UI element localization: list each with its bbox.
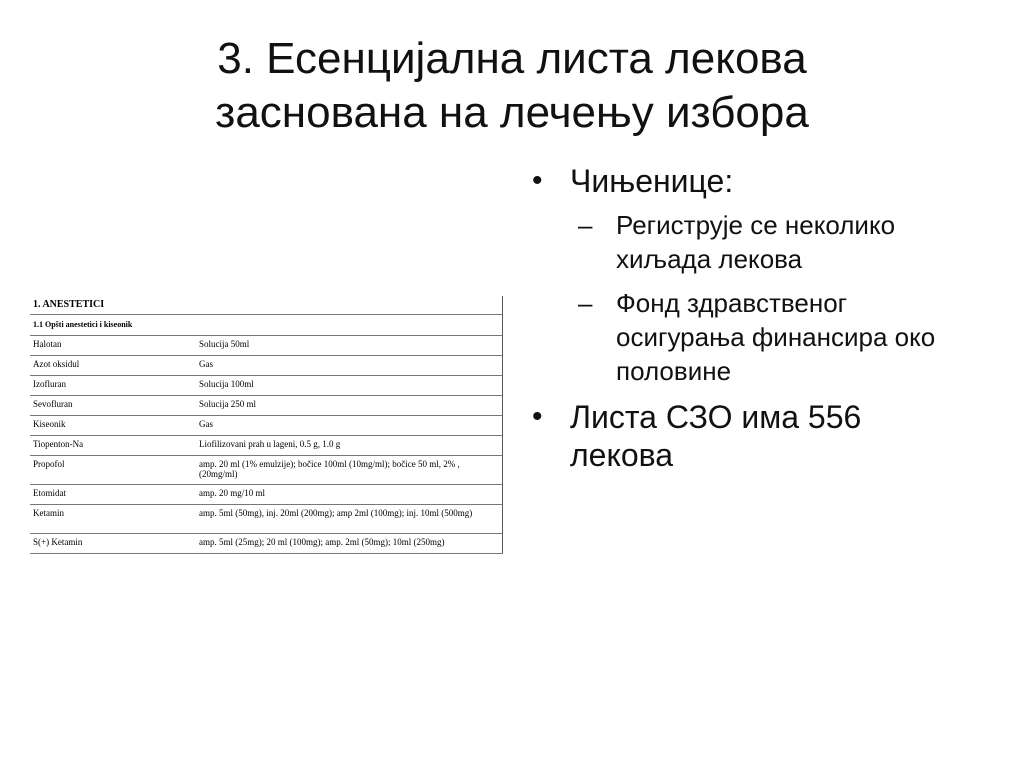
bullet-text: Чињенице:	[570, 163, 734, 199]
drug-form: Gas	[196, 416, 503, 436]
table-subsection-row	[30, 315, 503, 336]
drug-name: Ketamin	[30, 505, 196, 534]
table-row	[30, 396, 503, 416]
drug-form: Solucija 50ml	[196, 336, 503, 356]
table-row	[30, 456, 503, 485]
drug-name: Tiopenton-Na	[30, 436, 196, 456]
anesthetics-table	[30, 296, 503, 554]
drug-name: Propofol	[30, 456, 196, 485]
drug-name: Etomidat	[30, 485, 196, 505]
title-line-2: заснована на лечењу избора	[215, 88, 809, 137]
drug-form: Gas	[196, 356, 503, 376]
bullet-item-facts	[532, 162, 972, 200]
sub-bullet-text: Региструје се неколико хиљада лекова	[616, 210, 896, 274]
table-row	[30, 485, 503, 505]
table-subsection-heading: 1.1 Opšti anestetici i kiseonik	[30, 315, 503, 336]
drug-name: S(+) Ketamin	[30, 534, 196, 554]
dash-marker: –	[578, 210, 593, 240]
table-row	[30, 376, 503, 396]
bullet-marker: •	[532, 400, 543, 433]
table-row	[30, 505, 503, 534]
drug-name: Kiseonik	[30, 416, 196, 436]
drug-form: amp. 5ml (50mg), inj. 20ml (200mg); amp 2ml (100mg); inj. 10ml (500mg)	[196, 505, 503, 534]
table-row	[30, 356, 503, 376]
table-row	[30, 534, 503, 554]
drug-name: Sevofluran	[30, 396, 196, 416]
table-row	[30, 336, 503, 356]
title-line-1: 3. Есенцијална листа лекова	[217, 34, 807, 83]
drug-form: amp. 5ml (25mg); 20 ml (100mg); amp. 2ml (50mg); 10ml (250mg)	[196, 534, 503, 554]
drug-form: Solucija 100ml	[196, 376, 503, 396]
drug-form: amp. 20 mg/10 ml	[196, 485, 503, 505]
sub-bullet-item	[532, 208, 972, 276]
sub-bullet-item	[532, 286, 972, 388]
bullet-text: Листа СЗО има 556 лекова	[570, 399, 862, 473]
bullet-item-who-list	[532, 398, 972, 474]
table-row	[30, 416, 503, 436]
drug-name: Izofluran	[30, 376, 196, 396]
table-row	[30, 436, 503, 456]
drug-name: Halotan	[30, 336, 196, 356]
bullet-marker: •	[532, 164, 543, 197]
table-section-row	[30, 296, 503, 315]
drug-form: amp. 20 ml (1% emulzije); bočice 100ml (10mg/ml); bočice 50 ml, 2% , (20mg/ml)	[196, 456, 503, 485]
sub-bullet-text: Фонд здравственог осигурања финансира око половине	[616, 288, 936, 386]
drug-name: Azot oksidul	[30, 356, 196, 376]
dash-marker: –	[578, 288, 593, 318]
drug-form: Liofilizovani prah u lageni, 0.5 g, 1.0 g	[196, 436, 503, 456]
drug-form: Solucija 250 ml	[196, 396, 503, 416]
table-section-heading: 1. ANESTETICI	[30, 296, 503, 315]
sub-bullet-list	[532, 208, 972, 388]
slide-title	[40, 32, 984, 140]
bullet-list	[532, 162, 972, 482]
